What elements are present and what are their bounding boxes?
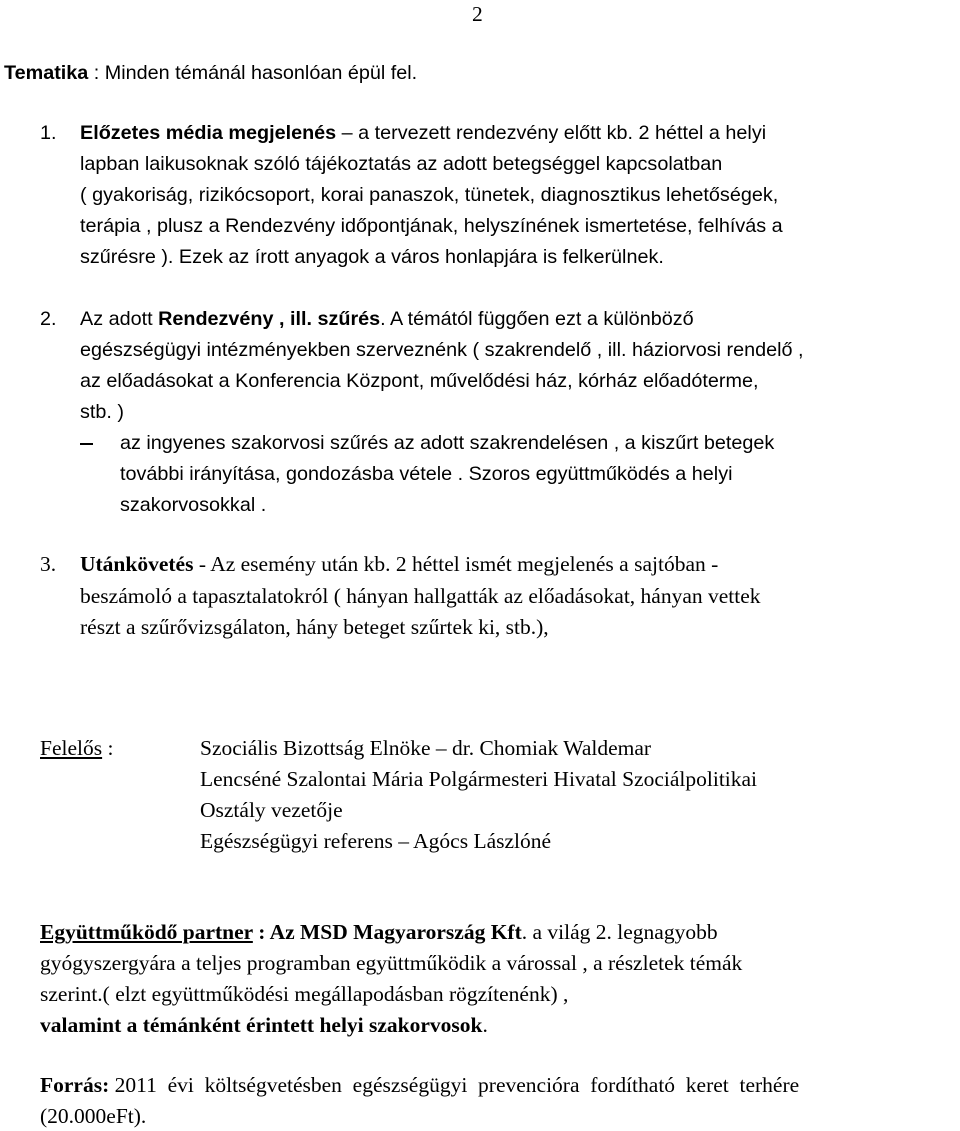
felelos-line-3: Osztály vezetője bbox=[200, 798, 343, 822]
bullet-line-3: szakorvosokkal . bbox=[120, 494, 267, 516]
partner-line-1: Együttműködő partner : Az MSD Magyarország Kft. a világ 2. legnagyobb bbox=[40, 920, 718, 944]
bullet-dash bbox=[80, 443, 93, 445]
felelos-label: Felelős bbox=[40, 736, 103, 760]
item-3-line-3: részt a szűrővizsgálaton, hány beteget szűrtek ki, stb.), bbox=[80, 615, 549, 639]
item-1-title: Előzetes média megjelenés bbox=[80, 122, 337, 144]
item-2-number: 2. bbox=[40, 308, 57, 330]
item-3-title: Utánkövetés bbox=[80, 552, 194, 576]
felelos-line-4: Egészségügyi referens – Agócs Lászlóné bbox=[200, 829, 552, 853]
item-1-line-3: ( gyakoriság, rizikócsoport, korai panaszok, tünetek, diagnosztikus lehetőségek, bbox=[80, 184, 779, 206]
item-2-line-3: az előadásokat a Konferencia Központ, művelődési ház, kórház előadóterme, bbox=[80, 370, 759, 392]
item-2-line-2: egészségügyi intézményekben szerveznénk ( szakrendelő , ill. háziorvosi rendelő , bbox=[80, 339, 804, 361]
partner-line-2: gyógyszergyára a teljes programban együttműködik a várossal , a részletek témák bbox=[40, 951, 743, 975]
tematika-label: Tematika bbox=[4, 62, 89, 84]
bullet-line-1: az ingyenes szakorvosi szűrés az adott szakrendelésen , a kiszűrt betegek bbox=[120, 432, 775, 454]
item-2-line-1: Az adott Rendezvény , ill. szűrés. A témától függően ezt a különböző bbox=[80, 308, 694, 330]
forras-label: Forrás: bbox=[40, 1073, 110, 1097]
item-2-title: Rendezvény , ill. szűrés bbox=[158, 308, 381, 330]
bullet-line-2: további irányítása, gondozásba vétele . Szoros együttműködés a helyi bbox=[120, 463, 733, 485]
item-2-line-4: stb. ) bbox=[80, 401, 124, 423]
partner-line-4: valamint a témánként érintett helyi szakorvosok. bbox=[40, 1013, 488, 1037]
item-1-line-5: szűrésre ). Ezek az írott anyagok a város honlapjára is felkerülnek. bbox=[80, 246, 664, 268]
tematika-line bbox=[4, 62, 417, 85]
forras-line-1: Forrás: 2011 évi költségvetésben egészségügyi prevencióra fordítható keret terhére bbox=[40, 1073, 800, 1097]
item-3-number: 3. bbox=[40, 552, 57, 576]
partner-label: Együttműködő partner bbox=[40, 920, 253, 944]
forras-line-2: (20.000eFt). bbox=[40, 1104, 147, 1128]
item-1-line-4: terápia , plusz a Rendezvény időpontjának, helyszínének ismertetése, felhívás a bbox=[80, 215, 783, 237]
item-3-line-1: Utánkövetés - Az esemény után kb. 2 héttel ismét megjelenés a sajtóban - bbox=[80, 552, 719, 576]
felelos-line-2: Lencséné Szalontai Mária Polgármesteri Hivatal Szociálpolitikai bbox=[200, 767, 758, 791]
felelos-line-1: Szociális Bizottság Elnöke – dr. Chomiak Waldemar bbox=[200, 736, 652, 760]
item-1-number: 1. bbox=[40, 122, 57, 144]
tematika-text: : Minden témánál hasonlóan épül fel. bbox=[88, 62, 418, 84]
item-3-line-2: beszámoló a tapasztalatokról ( hányan hallgatták az előadásokat, hányan vettek bbox=[80, 584, 761, 608]
page-number: 2 bbox=[472, 2, 483, 26]
item-1-line-2: lapban laikusoknak szóló tájékoztatás az adott betegséggel kapcsolatban bbox=[80, 153, 723, 175]
partner-line-3: szerint.( elzt együttműködési megállapodásban rögzítenénk) , bbox=[40, 982, 569, 1006]
item-1-line-1: Előzetes média megjelenés – a tervezett rendezvény előtt kb. 2 héttel a helyi bbox=[80, 122, 767, 144]
partner-name: : Az MSD Magyarország Kft bbox=[252, 920, 522, 944]
felelos-label-line: Felelős : bbox=[40, 736, 114, 760]
